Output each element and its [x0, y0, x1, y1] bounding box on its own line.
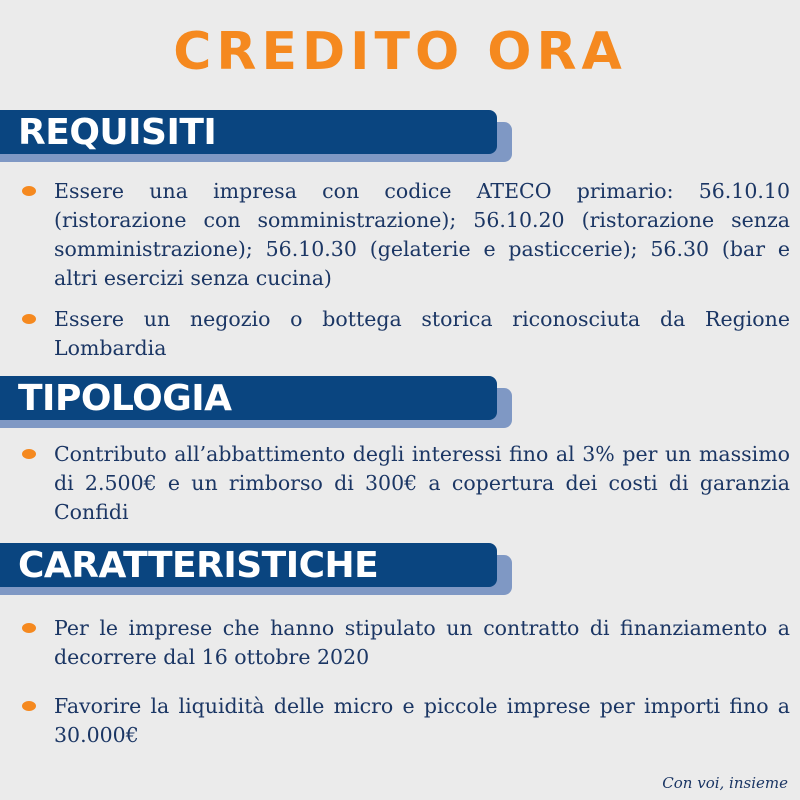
list-item	[20, 305, 790, 363]
section-tipologia	[20, 440, 790, 539]
section-header-tipologia	[0, 376, 512, 420]
section-header-caratteristiche	[0, 543, 512, 587]
section-header-requisiti	[0, 110, 512, 154]
list-item-text: Contributo all’abbattimento degli interessi fino al 3% per un massimo di 2.500€ e un rimborso di 300€ a copertura dei costi di garanzia Confidi	[54, 442, 790, 524]
bullet-icon	[22, 314, 36, 324]
list-item	[20, 177, 790, 293]
bullet-icon	[22, 186, 36, 196]
page-title: CREDITO ORA	[173, 22, 627, 82]
bullet-icon	[22, 623, 36, 633]
list-item-text: Essere una impresa con codice ATECO primario: 56.10.10 (ristorazione con somministrazione); 56.10.20 (ristorazione senza somministrazione); 56.10.30 (gelaterie e pasticcerie); 56.30 (bar e altri esercizi senza cucina)	[54, 179, 790, 290]
list-item	[20, 692, 790, 750]
bullet-icon	[22, 701, 36, 711]
section-heading: CARATTERISTICHE	[18, 545, 379, 586]
list-item	[20, 440, 790, 527]
footer-tagline: Con voi, insieme	[662, 774, 788, 792]
section-heading: REQUISITI	[18, 112, 217, 153]
list-item-text: Essere un negozio o bottega storica riconosciuta da Regione Lombardia	[54, 307, 790, 360]
list-item	[20, 614, 790, 672]
section-heading: TIPOLOGIA	[18, 378, 232, 419]
list-item-text: Per le imprese che hanno stipulato un contratto di finanziamento a decorrere dal 16 ottobre 2020	[54, 616, 790, 669]
list-item-text: Favorire la liquidità delle micro e piccole imprese per importi fino a 30.000€	[54, 694, 790, 747]
section-caratteristiche	[20, 614, 790, 762]
bullet-icon	[22, 449, 36, 459]
section-requisiti	[20, 177, 790, 375]
